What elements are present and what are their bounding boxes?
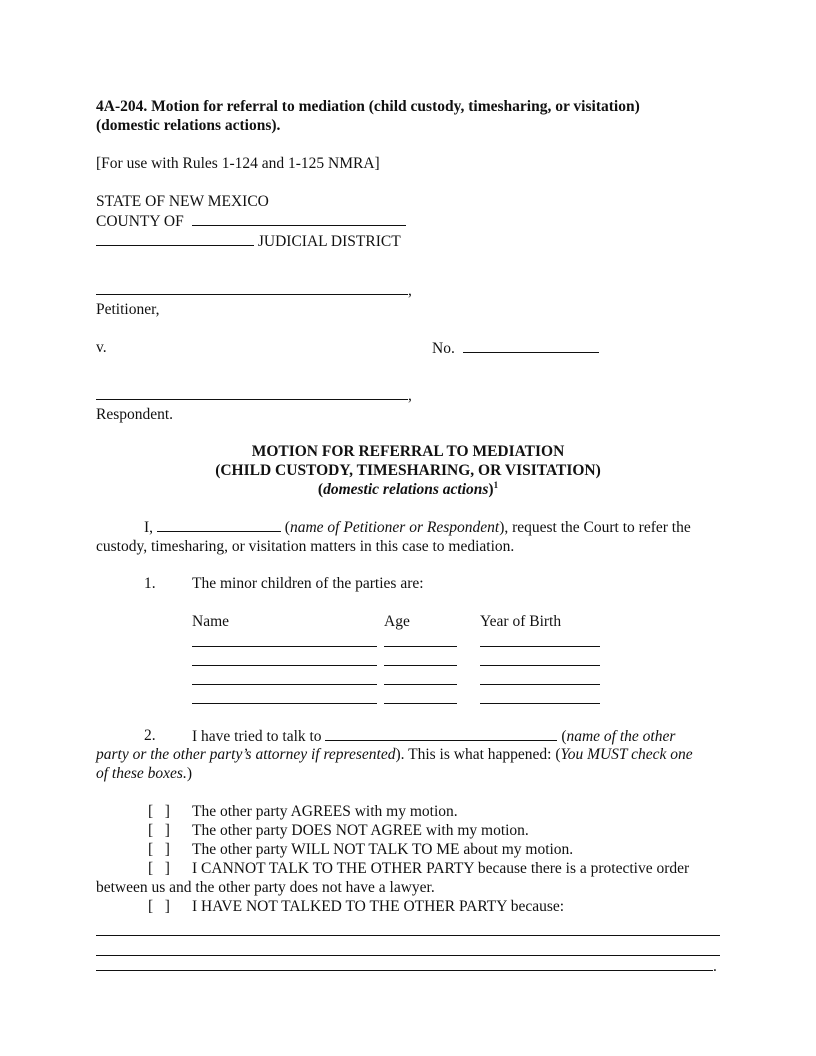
checkbox-option-will-not-talk[interactable]: [ ] The other party WILL NOT TALK TO ME about my motion. (96, 840, 720, 859)
title-line-2: (CHILD CUSTODY, TIMESHARING, OR VISITATION) (215, 462, 601, 479)
respondent-name-line (96, 385, 720, 405)
respondent-blank[interactable] (96, 385, 408, 400)
checkbox-option-does-not-agree[interactable]: [ ] The other party DOES NOT AGREE with my motion. (96, 821, 720, 840)
petitioner-blank[interactable] (96, 280, 408, 295)
petitioner-comma: , (408, 282, 412, 299)
reason-line-1[interactable] (96, 916, 720, 936)
title-line-1: MOTION FOR REFERRAL TO MEDIATION (251, 443, 565, 460)
case-number-blank[interactable] (463, 338, 599, 353)
table-row (192, 631, 720, 650)
respondent-label: Respondent. (96, 406, 174, 423)
item-1-number: 1. (144, 575, 156, 592)
col-year-of-birth: Year of Birth (480, 613, 562, 630)
checkbox[interactable]: [ ] (148, 803, 170, 820)
rules-note: [For use with Rules 1-124 and 1-125 NMRA] (96, 155, 380, 172)
county-label: COUNTY OF (96, 213, 184, 230)
checkbox-option-not-talked[interactable]: [ ] I HAVE NOT TALKED TO THE OTHER PARTY because: (96, 897, 720, 916)
col-name: Name (192, 613, 230, 630)
child-birth-year-blank[interactable] (480, 688, 600, 704)
children-table-header (192, 612, 720, 631)
party-name-blank[interactable] (157, 517, 281, 532)
checkbox-option-agrees[interactable]: [ ] The other party AGREES with my motion. (96, 802, 720, 821)
child-name-blank[interactable] (192, 650, 377, 666)
heading-line-2: (domestic relations actions). (96, 117, 281, 134)
reason-line-3: . (96, 956, 720, 976)
case-number (432, 338, 599, 358)
child-age-blank[interactable] (384, 669, 457, 685)
petitioner-label: Petitioner, (96, 301, 160, 318)
district-line (96, 231, 720, 251)
heading-line-1: 4A-204. Motion for referral to mediation (child custody, timesharing, or visitation) (96, 98, 640, 115)
child-birth-year-blank[interactable] (480, 631, 600, 647)
petitioner-name-line (96, 280, 720, 300)
item-2-line-1: 2. I have tried to talk to (name of the other (96, 726, 720, 745)
state-line: STATE OF NEW MEXICO (96, 193, 269, 210)
reason-line-2[interactable] (96, 936, 720, 956)
reason-line-3-blank[interactable] (96, 956, 713, 971)
children-table (192, 612, 720, 707)
title-line-3: (domestic relations actions)$^1$ (317, 479, 499, 498)
checkbox[interactable]: [ ] (148, 898, 170, 915)
district-label: JUDICIAL DISTRICT (257, 233, 401, 250)
table-row (192, 669, 720, 688)
county-line (96, 211, 720, 231)
child-name-blank[interactable] (192, 669, 377, 685)
checkbox-option-protective-order[interactable]: [ ] I CANNOT TALK TO THE OTHER PARTY because there is a protective order (96, 859, 720, 878)
table-row (192, 650, 720, 669)
child-name-blank[interactable] (192, 688, 377, 704)
item-2-number: 2. (144, 727, 156, 744)
checkbox[interactable]: [ ] (148, 841, 170, 858)
table-row (192, 688, 720, 707)
footnote-marker: 1 (493, 479, 499, 490)
intro-hint: name of Petitioner or Respondent (289, 519, 500, 536)
versus: v. (96, 339, 107, 356)
child-age-blank[interactable] (384, 631, 457, 647)
protective-order-continuation: between us and the other party does not have a lawyer. (96, 879, 435, 896)
county-blank[interactable] (192, 211, 406, 226)
item-1-text: The minor children of the parties are: (192, 575, 424, 592)
form-page (96, 97, 720, 976)
checkbox[interactable]: [ ] (148, 860, 170, 877)
case-number-label: No. (432, 340, 455, 357)
checkbox[interactable]: [ ] (148, 822, 170, 839)
item-1 (96, 574, 720, 593)
child-birth-year-blank[interactable] (480, 669, 600, 685)
intro-line-1: I, (name of Petitioner or Respondent), request the Court to refer the (144, 519, 691, 536)
child-age-blank[interactable] (384, 650, 457, 666)
checkbox-list (96, 802, 720, 976)
col-age: Age (384, 613, 410, 630)
versus-line (96, 338, 720, 357)
item-2-line-3: of these boxes.) (96, 765, 192, 782)
district-blank[interactable] (96, 231, 254, 246)
respondent-comma: , (408, 387, 412, 404)
child-age-blank[interactable] (384, 688, 457, 704)
other-party-blank[interactable] (325, 726, 557, 741)
intro-line-2: custody, timesharing, or visitation matters in this case to mediation. (96, 538, 515, 555)
form-heading (96, 97, 720, 135)
item-2-line-2: party or the other party’s attorney if represented). This is what happened: (You MUST check one (96, 746, 693, 763)
child-name-blank[interactable] (192, 631, 377, 647)
child-birth-year-blank[interactable] (480, 650, 600, 666)
motion-title (96, 442, 720, 499)
